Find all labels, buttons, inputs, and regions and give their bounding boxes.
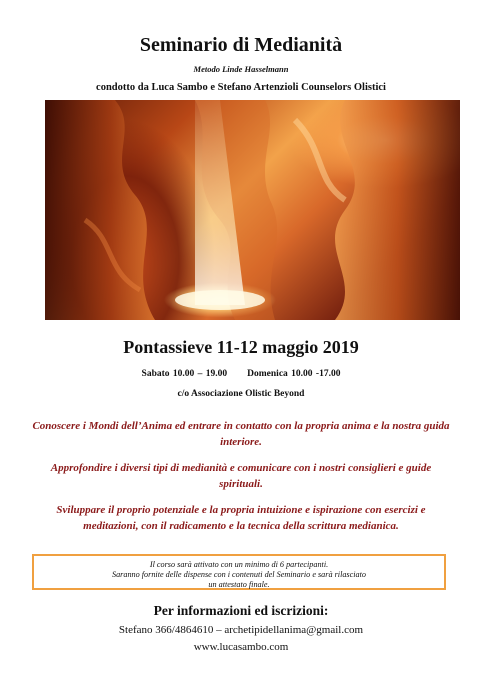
description-paragraph-3: Sviluppare il proprio potenziale e la propria intuizione e ispirazione con esercizi e meditazioni, con il radicamento e la tecnica della scrittura medianica. — [56, 504, 426, 532]
leaders-line: condotto da Luca Sambo e Stefano Artenzioli Counselors Olistici — [96, 82, 386, 93]
description-paragraph-1: Conoscere i Mondi dell’Anima ed entrare in contatto con la propria anima e la nostra guida interiore. — [32, 420, 450, 448]
event-venue: c/o Associazione Olistic Beyond — [177, 389, 305, 399]
notice-line-1: Il corso sarà attivato con un minimo di 6 partecipanti. — [149, 560, 329, 569]
canyon-illustration — [45, 100, 460, 320]
sunday-hours: Domenica 10.00 -17.00 — [247, 369, 341, 379]
saturday-hours: Sabato 10.00 – 19.00 — [141, 369, 228, 379]
website-link[interactable]: www.lucasambo.com — [193, 641, 289, 653]
page-title: Seminario di Medianità — [139, 34, 343, 56]
notice-line-3: un attestato finale. — [208, 580, 270, 589]
description-paragraph-2: Approfondire i diversi tipi di medianità e comunicare con i nostri consiglieri e guide spirituali. — [50, 462, 432, 490]
notice-box — [32, 554, 446, 590]
contact-line: Stefano 366/4864610 – archetipidellanima@gmail.com — [118, 624, 364, 636]
contact-title: Per informazioni ed iscrizioni: — [153, 603, 329, 618]
method-subtitle: Metodo Linde Hasselmann — [193, 64, 289, 74]
notice-line-2: Saranno fornite delle dispense con i contenuti del Seminario e sarà rilasciato — [111, 570, 366, 579]
canyon-photo — [45, 100, 460, 320]
event-schedule — [0, 369, 482, 379]
event-city-dates: Pontassieve 11-12 maggio 2019 — [123, 337, 359, 357]
